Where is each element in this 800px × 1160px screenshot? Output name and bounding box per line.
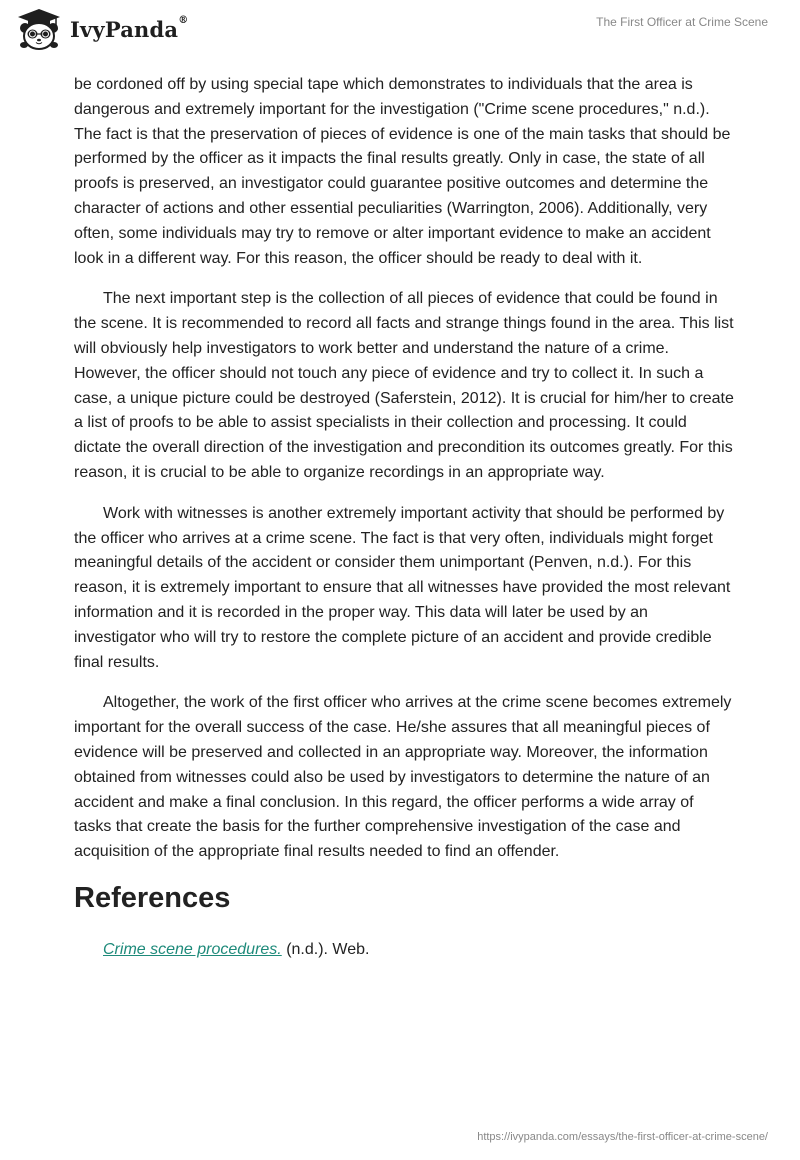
footer-source-url: https://ivypanda.com/essays/the-first-officer-at-crime-scene/	[477, 1131, 768, 1143]
reference-item	[103, 938, 734, 962]
brand-name	[70, 14, 189, 42]
brand-name-text: IvyPanda	[70, 16, 179, 42]
essay-content	[74, 73, 734, 962]
page-header	[0, 0, 800, 64]
registered-mark: ®	[178, 14, 189, 26]
reference-details: (n.d.). Web.	[281, 940, 370, 958]
paragraph-1: be cordoned off by using special tape which demonstrates to individuals that the area is dangerous and extremely important for the investigation ("Crime scene procedures," n.d.). The fact is that the preservation of pieces of evidence is one of the main tasks that should be performed by the officer as it impacts the final results greatly. Only in case, the state of all proofs is preserved, an investigator could guarantee positive outcomes and determine the character of actions and other essential peculiarities (Warrington, 2006). Additionally, very often, some individuals may try to remove or alter important evidence to make an accident look in a different way. For this reason, the officer should be ready to deal with it.	[74, 76, 731, 267]
brand-logo[interactable]	[16, 8, 188, 50]
paragraph-3: Work with witnesses is another extremely important activity that should be performed by the officer who arrives at a crime scene. The fact is that very often, individuals might forget meaningful details of the accident or consider them unimportant (Penven, n.d.). For this reason, it is extremely important to ensure that all witnesses have provided the most relevant information and it is recorded in the proper way. This data will later be used by an investigator who will try to restore the complete picture of an accident and provide credible final results.	[74, 504, 731, 671]
references-heading: References	[74, 881, 231, 914]
reference-link[interactable]: Crime scene procedures.	[103, 940, 282, 958]
panda-graduate-icon	[16, 8, 62, 50]
paragraph-2: The next important step is the collection of all pieces of evidence that could be found in the scene. It is recommended to record all facts and strange things found in the area. This list will obviously help investigators to work better and understand the nature of a crime. However, the officer should not touch any piece of evidence and try to collect it. In such a case, a unique picture could be destroyed (Saferstein, 2012). It is crucial for him/her to create a list of proofs to be able to assist specialists in their collection and processing. It could dictate the overall direction of the investigation and precondition its outcomes greatly. For this reason, it is crucial to be able to organize recordings in an appropriate way.	[74, 290, 734, 481]
document-title: The First Officer at Crime Scene	[596, 15, 768, 29]
paragraph-4: Altogether, the work of the first officer who arrives at the crime scene becomes extremely important for the overall success of the case. He/she assures that all meaningful pieces of evidence will be preserved and collected in an appropriate way. Moreover, the information obtained from witnesses could also be used by investigators to determine the nature of an accident and make a final conclusion. In this regard, the officer performs a wide array of tasks that create the basis for the further comprehensive investigation of the case and acquisition of the appropriate final results needed to find an offender.	[74, 694, 732, 861]
